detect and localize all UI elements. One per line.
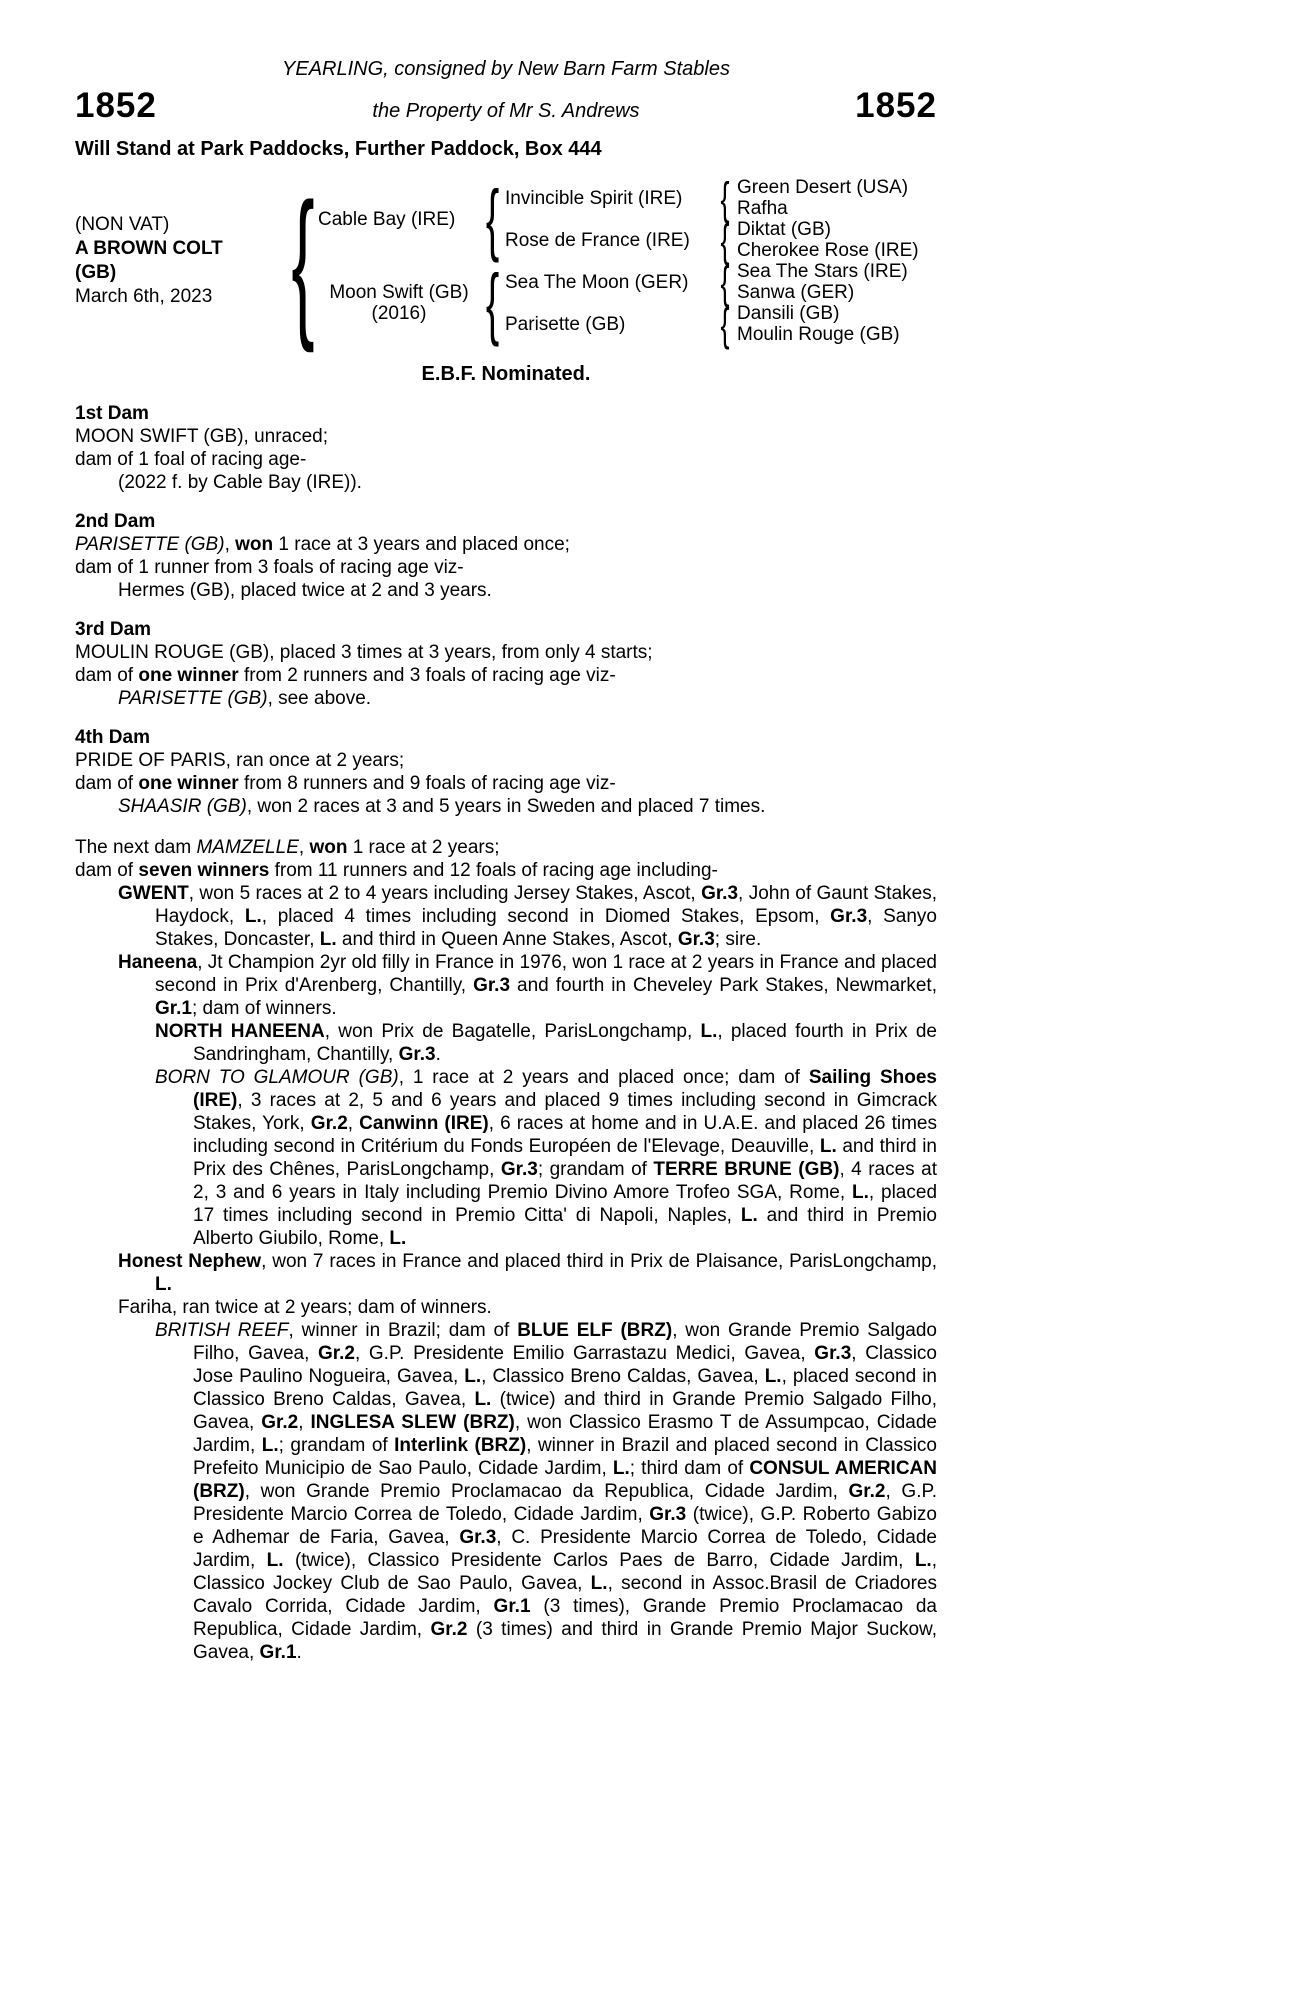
ancestor-name: Rafha bbox=[737, 198, 788, 219]
lot-row bbox=[75, 86, 937, 126]
bold-name: won bbox=[235, 534, 274, 555]
italic-name: BRITISH REEF bbox=[155, 1320, 289, 1341]
brace-icon: { bbox=[720, 298, 730, 350]
pedigree-text-body bbox=[75, 402, 937, 1664]
bold-name: Gr.2 bbox=[848, 1481, 886, 1502]
pedigree-paragraph: (2022 f. by Cable Bay (IRE)). bbox=[118, 472, 362, 493]
bold-name: CONSUL AMERICAN (BRZ) bbox=[193, 1458, 937, 1502]
bold-name: L. bbox=[389, 1228, 407, 1249]
bold-name: TERRE BRUNE (GB) bbox=[653, 1159, 840, 1180]
pedigree-paragraph: PRIDE OF PARIS, ran once at 2 years; bbox=[75, 750, 405, 771]
pedigree-paragraph: NORTH HANEENA, won Prix de Bagatelle, ParisLongchamp, L., placed fourth in Prix de Sandringham, Chantilly, Gr.3. bbox=[155, 1021, 938, 1065]
bold-name: Haneena bbox=[118, 952, 198, 973]
pedigree-paragraph: dam of 1 runner from 3 foals of racing age viz- bbox=[75, 557, 464, 578]
ancestor-name: Dansili (GB) bbox=[737, 303, 840, 324]
bold-name: BLUE ELF (BRZ) bbox=[517, 1320, 673, 1341]
bold-name: L. bbox=[155, 1274, 172, 1295]
bold-name: L. bbox=[590, 1573, 608, 1594]
bold-name: Gr.3 bbox=[649, 1504, 687, 1525]
section-heading: 1st Dam bbox=[75, 403, 149, 424]
bold-name: L. bbox=[740, 1205, 758, 1226]
pedigree-paragraph: dam of one winner from 2 runners and 3 foals of racing age viz- bbox=[75, 665, 616, 686]
bold-name: L. bbox=[474, 1389, 492, 1410]
bold-name: Gr.2 bbox=[318, 1343, 355, 1364]
bold-name: GWENT bbox=[118, 883, 189, 904]
italic-name: MAMZELLE bbox=[196, 837, 299, 858]
bold-name: Gr.3 bbox=[830, 906, 868, 927]
ancestor-name: Diktat (GB) bbox=[737, 219, 831, 240]
lot-number-right: 1852 bbox=[855, 86, 937, 125]
lot-number-left: 1852 bbox=[75, 86, 157, 125]
bold-name: L. bbox=[700, 1021, 718, 1042]
stand-location-line: Will Stand at Park Paddocks, Further Paddock, Box 444 bbox=[75, 138, 602, 160]
bold-name: L. bbox=[914, 1550, 932, 1571]
pedigree-paragraph: Haneena, Jt Champion 2yr old filly in France in 1976, won 1 race at 2 years in France and placed second in Prix d'Arenberg, Chantilly, Gr.3 and fourth in Cheveley Park Stakes, Newmarket, Gr.1; dam of winners. bbox=[118, 952, 937, 1019]
ancestor-name: Moulin Rouge (GB) bbox=[737, 324, 900, 345]
pedigree-paragraph: MOON SWIFT (GB), unraced; bbox=[75, 426, 329, 447]
brace-icon: { bbox=[720, 214, 730, 266]
bold-name: NORTH HANEENA bbox=[155, 1021, 325, 1042]
dam-name-line: Moon Swift (GB) bbox=[329, 282, 469, 303]
bold-name: Gr.2 bbox=[430, 1619, 468, 1640]
bold-name: one winner bbox=[138, 665, 239, 686]
bold-name: Canwinn (IRE) bbox=[359, 1113, 489, 1134]
colt-details bbox=[75, 177, 288, 345]
colt-name: A BROWN COLT bbox=[75, 238, 223, 259]
bold-name: Interlink (BRZ) bbox=[394, 1435, 527, 1456]
section-heading: 3rd Dam bbox=[75, 619, 152, 640]
brace-icon: { bbox=[485, 258, 500, 347]
section-heading: 4th Dam bbox=[75, 727, 150, 748]
bold-name: L. bbox=[464, 1366, 482, 1387]
pedigree-paragraph: Hermes (GB), placed twice at 2 and 3 years. bbox=[118, 580, 492, 601]
bold-name: L. bbox=[819, 1136, 837, 1157]
bold-name: L. bbox=[319, 929, 337, 950]
italic-name: PARISETTE (GB) bbox=[75, 534, 225, 555]
consignor-line: YEARLING, consigned by New Barn Farm Stables bbox=[282, 58, 730, 80]
italic-name: PARISETTE (GB) bbox=[118, 688, 268, 709]
bold-name: L. bbox=[266, 1550, 284, 1571]
bold-name: Gr.3 bbox=[701, 883, 739, 904]
colt-foaling-date: March 6th, 2023 bbox=[75, 286, 213, 307]
brace-icon: { bbox=[720, 172, 730, 224]
pedigree-table bbox=[75, 168, 937, 353]
pedigree-paragraph: dam of seven winners from 11 runners and 12 foals of racing age including- bbox=[75, 860, 718, 881]
bold-name: Gr.3 bbox=[459, 1527, 497, 1548]
bold-name: won bbox=[309, 837, 348, 858]
pedigree-paragraph: SHAASIR (GB), won 2 races at 3 and 5 years in Sweden and placed 7 times. bbox=[118, 796, 766, 817]
bold-name: Sailing Shoes (IRE) bbox=[193, 1067, 937, 1111]
bold-name: Gr.1 bbox=[155, 998, 192, 1019]
pedigree-paragraph: Honest Nephew, won 7 races in France and placed third in Prix de Plaisance, ParisLongchamp, L. bbox=[118, 1251, 937, 1295]
ancestor-name: Cherokee Rose (IRE) bbox=[737, 240, 919, 261]
bold-name: L. bbox=[612, 1458, 630, 1479]
bold-name: seven winners bbox=[138, 860, 270, 881]
granddam-name: Rose de France (IRE) bbox=[505, 229, 690, 251]
ebf-nominated-line: E.B.F. Nominated. bbox=[421, 363, 591, 385]
bold-name: Honest Nephew bbox=[118, 1251, 262, 1272]
pedigree-paragraph: GWENT, won 5 races at 2 to 4 years including Jersey Stakes, Ascot, Gr.3, John of Gaunt Stakes, Haydock, L., placed 4 times including second in Diomed Stakes, Epsom, Gr.3, Sanyo Stakes, Doncaster, L. and third in Queen Anne Stakes, Ascot, Gr.3; sire. bbox=[118, 883, 937, 950]
bold-name: L. bbox=[851, 1182, 869, 1203]
grandsire-name: Sea The Moon (GER) bbox=[505, 271, 689, 293]
bold-name: L. bbox=[244, 906, 262, 927]
pedigree-paragraph: PARISETTE (GB), see above. bbox=[118, 688, 372, 709]
pedigree-paragraph: BRITISH REEF, winner in Brazil; dam of BLUE ELF (BRZ), won Grande Premio Salgado Filho, Gavea, Gr.2, G.P. Presidente Emilio Garrastazu Medici, Gavea, Gr.3, Classico Jose Paulino Nogueira, Gavea, L., Classico Breno Caldas, Gavea, L., placed second in Classico Breno Caldas, Gavea, L. (twice) and third in Grande Premio Salgado Filho, Gavea, Gr.2, INGLESA SLEW (BRZ), won Classico Erasmo T de Assumpcao, Cidade Jardim, L.; grandam of Interlink (BRZ), winner in Brazil and placed second in Classico Prefeito Municipio de Sao Paulo, Cidade Jardim, L.; third dam of CONSUL AMERICAN (BRZ), won Grande Premio Proclamacao da Republica, Cidade Jardim, Gr.2, G.P. Presidente Marcio Correa de Toledo, Cidade Jardim, Gr.3 (twice), G.P. Roberto Gabizo e Adhemar de Faria, Gavea, Gr.3, C. Presidente Marcio Correa de Toledo, Cidade Jardim, L. (twice), Classico Presidente Carlos Paes de Barro, Cidade Jardim, L., Classico Jockey Club de Sao Paulo, Gavea, L., second in Assoc.Brasil de Criadores Cavalo Corrida, Cidade Jardim, Gr.1 (3 times), Grande Premio Proclamacao da Republica, Cidade Jardim, Gr.2 (3 times) and third in Grande Premio Major Suckow, Gavea, Gr.1. bbox=[155, 1320, 938, 1663]
brace-icon: { bbox=[720, 256, 730, 308]
bold-name: L. bbox=[261, 1435, 279, 1456]
bold-name: Gr.3 bbox=[398, 1044, 436, 1065]
italic-name: BORN TO GLAMOUR (GB) bbox=[155, 1067, 399, 1088]
bold-name: Gr.1 bbox=[493, 1596, 531, 1617]
pedigree-paragraph: The next dam MAMZELLE, won 1 race at 2 years; bbox=[75, 837, 500, 858]
property-line: the Property of Mr S. Andrews bbox=[372, 100, 640, 122]
bold-name: one winner bbox=[138, 773, 239, 794]
bold-name: INGLESA SLEW (BRZ) bbox=[310, 1412, 515, 1433]
section-heading: 2nd Dam bbox=[75, 511, 156, 532]
colt-country-suffix: (GB) bbox=[75, 262, 117, 283]
bold-name: Gr.3 bbox=[500, 1159, 538, 1180]
ancestor-name: Sea The Stars (IRE) bbox=[737, 261, 908, 282]
italic-name: SHAASIR (GB) bbox=[118, 796, 247, 817]
granddam-name: Parisette (GB) bbox=[505, 313, 626, 335]
bold-name: Gr.3 bbox=[814, 1343, 852, 1364]
ancestor-name: Green Desert (USA) bbox=[737, 177, 909, 198]
dam-year: (2016) bbox=[371, 303, 427, 324]
sire-name: Cable Bay (IRE) bbox=[318, 208, 456, 230]
pedigree-paragraph: dam of 1 foal of racing age- bbox=[75, 449, 307, 470]
pedigree-paragraph: dam of one winner from 8 runners and 9 foals of racing age viz- bbox=[75, 773, 616, 794]
grandsire-name: Invincible Spirit (IRE) bbox=[505, 187, 683, 209]
pedigree-paragraph: Fariha, ran twice at 2 years; dam of winners. bbox=[118, 1297, 492, 1318]
bold-name: Gr.3 bbox=[677, 929, 715, 950]
brace-icon: { bbox=[291, 168, 315, 353]
pedigree-paragraph: BORN TO GLAMOUR (GB), 1 race at 2 years and placed once; dam of Sailing Shoes (IRE), 3 races at 2, 5 and 6 years and placed 9 times including second in Gimcrack Stakes, York, Gr.2, Canwinn (IRE), 6 races at home and in U.A.E. and placed 26 times including second in Critérium du Fonds Européen de l'Elevage, Deauville, L. and third in Prix des Chênes, ParisLongchamp, Gr.3; grandam of TERRE BRUNE (GB), 4 races at 2, 3 and 6 years in Italy including Premio Divino Amore Trofeo SGA, Rome, L., placed 17 times including second in Premio Citta' di Napoli, Naples, L. and third in Premio Alberto Giubilo, Rome, L. bbox=[155, 1067, 938, 1249]
pedigree-paragraph: PARISETTE (GB), won 1 race at 3 years and placed once; bbox=[75, 534, 570, 555]
bold-name: Gr.2 bbox=[310, 1113, 348, 1134]
pedigree-paragraph: MOULIN ROUGE (GB), placed 3 times at 3 years, from only 4 starts; bbox=[75, 642, 653, 663]
bold-name: Gr.1 bbox=[259, 1642, 297, 1663]
dam-name bbox=[318, 261, 480, 345]
bold-name: Gr.2 bbox=[261, 1412, 299, 1433]
non-vat-note: (NON VAT) bbox=[75, 214, 170, 235]
bold-name: Gr.3 bbox=[473, 975, 511, 996]
brace-icon: { bbox=[485, 174, 500, 263]
bold-name: L. bbox=[764, 1366, 782, 1387]
ancestor-name: Sanwa (GER) bbox=[737, 282, 855, 303]
